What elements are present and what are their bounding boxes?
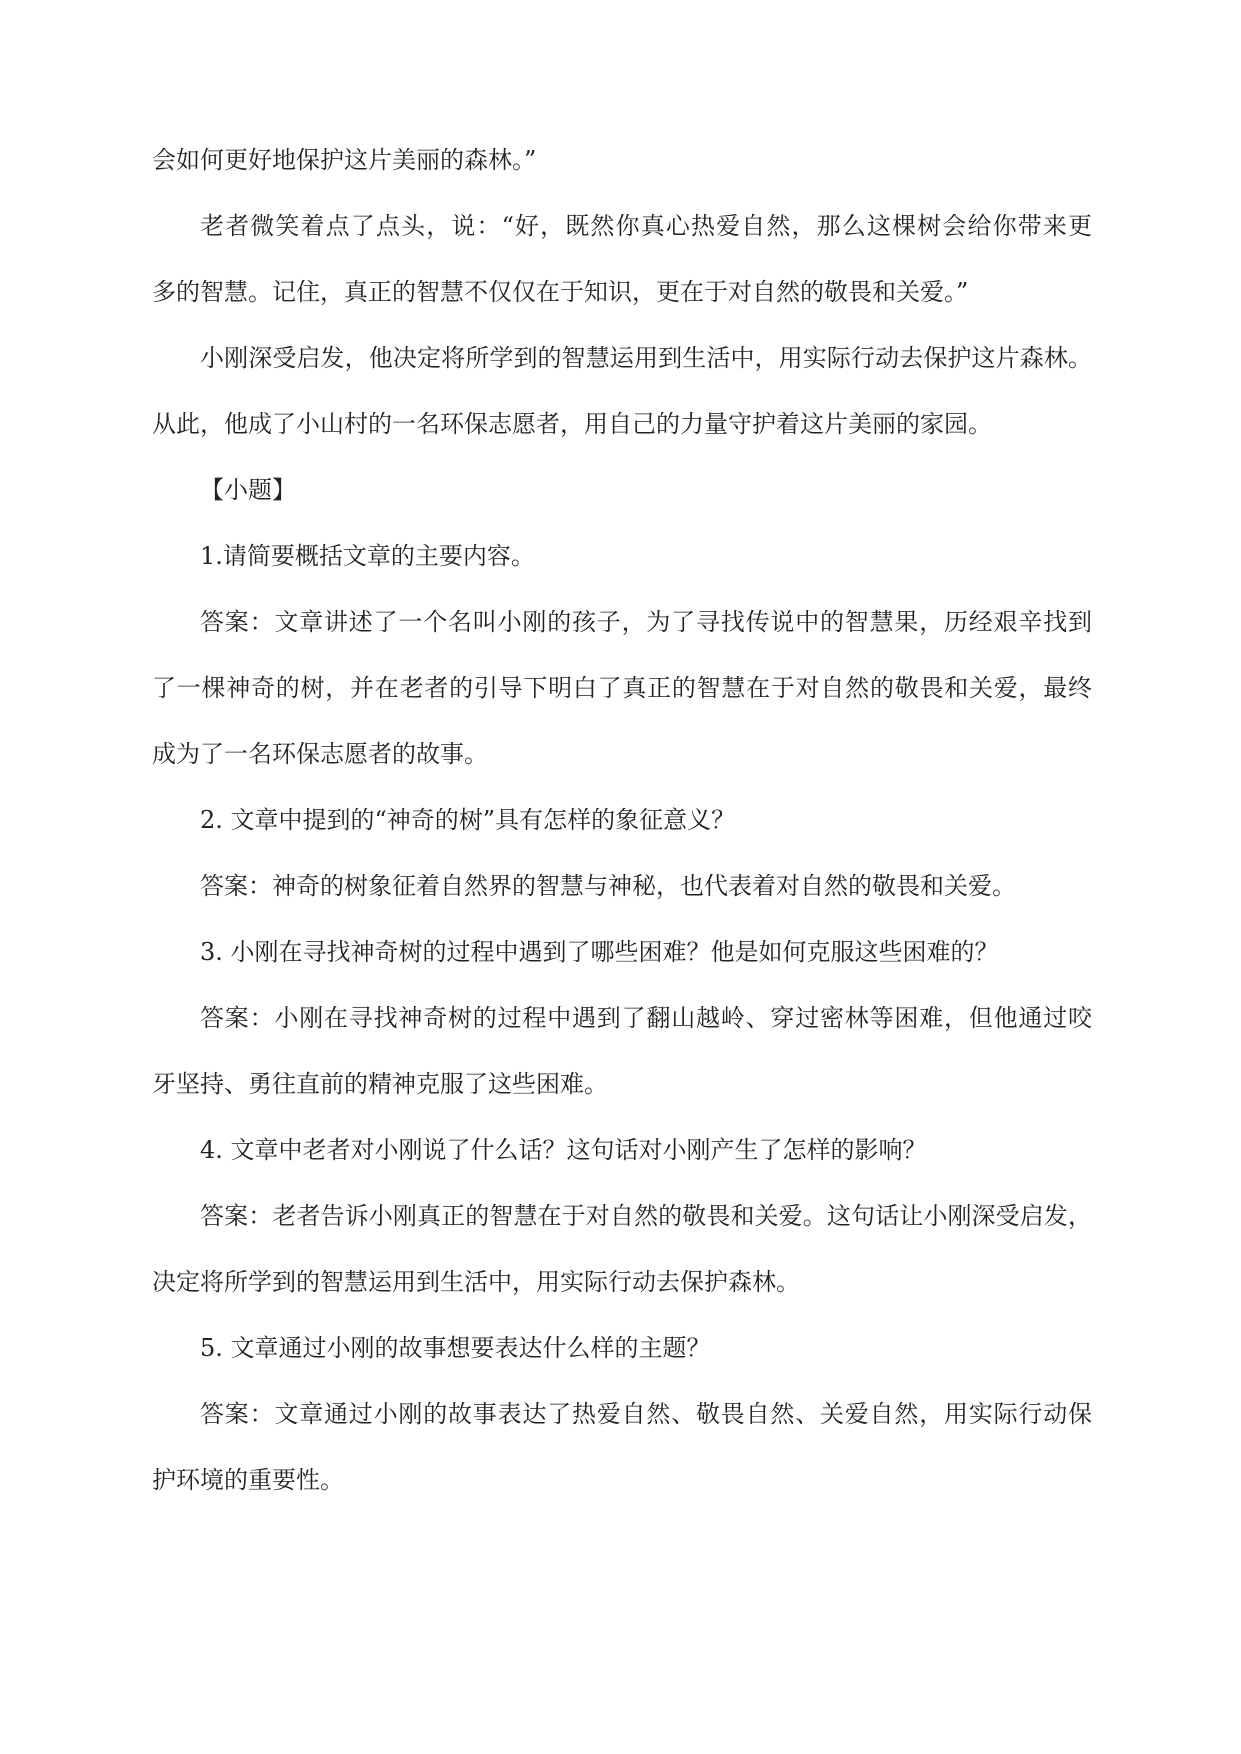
- question-line: 4. 文章中老者对小刚说了什么话？这句话对小刚产生了怎样的影响？: [200, 1136, 927, 1164]
- question-line: 3. 小刚在寻找神奇树的过程中遇到了哪些困难？他是如何克服这些困难的？: [200, 938, 999, 966]
- answer-line: 决定将所学到的智慧运用到生活中，用实际行动去保护森林。: [152, 1268, 800, 1296]
- answer-line: 答案：文章讲述了一个名叫小刚的孩子，为了寻找传说中的智慧果，历经艰辛找到: [200, 608, 1092, 636]
- section-heading: 【小题】: [200, 476, 296, 504]
- answer-line: 答案：小刚在寻找神奇树的过程中遇到了翻山越岭、穿过密林等困难，但他通过咬: [200, 1004, 1092, 1032]
- question-line: 5. 文章通过小刚的故事想要表达什么样的主题？: [200, 1334, 711, 1362]
- answer-line: 成为了一名环保志愿者的故事。: [152, 740, 488, 768]
- document-page: [152, 138, 1092, 1502]
- answer-line: 答案：文章通过小刚的故事表达了热爱自然、敬畏自然、关爱自然，用实际行动保: [200, 1400, 1092, 1428]
- paragraph-line: 会如何更好地保护这片美丽的森林。”: [152, 146, 537, 174]
- paragraph-line: 老者微笑着点了点头，说：“好，既然你真心热爱自然，那么这棵树会给你带来更: [200, 212, 1092, 240]
- answer-line: 答案：老者告诉小刚真正的智慧在于对自然的敬畏和关爱。这句话让小刚深受启发，: [200, 1202, 1092, 1230]
- answer-line: 护环境的重要性。: [152, 1466, 344, 1494]
- paragraph-line: 小刚深受启发，他决定将所学到的智慧运用到生活中，用实际行动去保护这片森林。: [200, 344, 1092, 372]
- question-line: 2. 文章中提到的“神奇的树”具有怎样的象征意义？: [200, 806, 736, 834]
- paragraph-line: 多的智慧。记住，真正的智慧不仅仅在于知识，更在于对自然的敬畏和关爱。”: [152, 278, 969, 306]
- answer-line: 牙坚持、勇往直前的精神克服了这些困难。: [152, 1070, 608, 1098]
- answer-line: 了一棵神奇的树，并在老者的引导下明白了真正的智慧在于对自然的敬畏和关爱，最终: [152, 674, 1092, 702]
- question-line: 1.请简要概括文章的主要内容。: [200, 542, 535, 570]
- answer-line: 答案：神奇的树象征着自然界的智慧与神秘，也代表着对自然的敬畏和关爱。: [200, 872, 1016, 900]
- paragraph-line: 从此，他成了小山村的一名环保志愿者，用自己的力量守护着这片美丽的家园。: [152, 410, 992, 438]
